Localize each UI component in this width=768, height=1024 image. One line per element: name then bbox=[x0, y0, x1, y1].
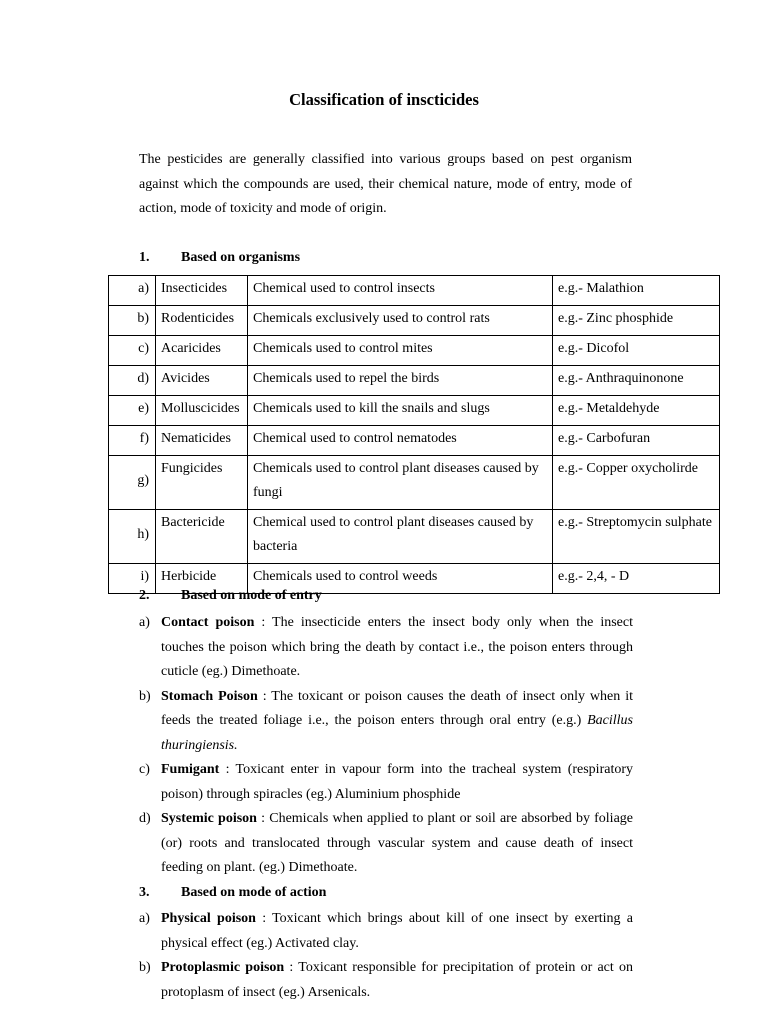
item-text: : The insecticide enters the insect body only when the insect touches the poison which bring the death by contact i.e., the poison enters through cuticle (eg.) Dimethoate. bbox=[161, 615, 633, 679]
row-description: Chemicals used to repel the birds bbox=[248, 366, 553, 396]
item-letter: b) bbox=[139, 960, 151, 975]
section-title: Based on organisms bbox=[181, 250, 301, 265]
row-letter: g) bbox=[109, 456, 156, 510]
item-italic-text: Bacillus thuringiensis. bbox=[161, 713, 633, 753]
list-item bbox=[139, 611, 633, 685]
row-example: e.g.- Streptomycin sulphate bbox=[553, 510, 720, 564]
row-letter: a) bbox=[109, 276, 156, 306]
row-name: Herbicide bbox=[156, 564, 248, 594]
item-text: : Toxicant enter in vapour form into the tracheal system (respiratory poison) through spiracles (eg.) Aluminium phosphide bbox=[161, 762, 633, 802]
item-letter: a) bbox=[139, 911, 150, 926]
list-item bbox=[139, 685, 633, 759]
table-row bbox=[109, 396, 720, 426]
mode-of-action-list bbox=[139, 907, 633, 1005]
row-letter: i) bbox=[109, 564, 156, 594]
table-row bbox=[109, 276, 720, 306]
row-example: e.g.- Copper oxycholirde bbox=[553, 456, 720, 510]
row-example: e.g.- Carbofuran bbox=[553, 426, 720, 456]
section-number: 2. bbox=[139, 588, 150, 603]
section-number: 1. bbox=[139, 250, 150, 265]
row-name: Fungicides bbox=[156, 456, 248, 510]
mode-of-entry-list bbox=[139, 611, 633, 881]
table-row bbox=[109, 510, 720, 564]
row-letter: e) bbox=[109, 396, 156, 426]
row-description: Chemicals used to kill the snails and slugs bbox=[248, 396, 553, 426]
item-text: : The toxicant or poison causes the death of insect only when it feeds the treated foliage i.e., the poison enters through oral entry (e.g.) bbox=[161, 688, 633, 728]
item-text: : Toxicant responsible for precipitation of protein or act on protoplasm of insect (eg.) Arsenicals. bbox=[161, 960, 633, 1000]
row-name: Molluscicides bbox=[156, 396, 248, 426]
row-example: e.g.- Malathion bbox=[553, 276, 720, 306]
row-example: e.g.- Dicofol bbox=[553, 336, 720, 366]
item-term: Fumigant bbox=[161, 762, 220, 777]
row-name: Nematicides bbox=[156, 426, 248, 456]
row-description: Chemical used to control nematodes bbox=[248, 426, 553, 456]
item-term: Protoplasmic poison bbox=[161, 960, 285, 975]
list-item bbox=[139, 807, 633, 881]
section-number: 3. bbox=[139, 885, 150, 900]
row-example: e.g.- Anthraquinonone bbox=[553, 366, 720, 396]
section-heading-organisms bbox=[139, 250, 300, 266]
row-description: Chemicals used to control weeds bbox=[248, 564, 553, 594]
item-term: Physical poison bbox=[161, 911, 256, 926]
row-example: e.g.- 2,4, - D bbox=[553, 564, 720, 594]
row-letter: b) bbox=[109, 306, 156, 336]
table-row bbox=[109, 366, 720, 396]
item-text: : Chemicals when applied to plant or soil are absorbed by foliage (or) roots and translocated through vascular system and cause death of insect feeding on plant. (eg.) Dimethoate. bbox=[161, 811, 633, 875]
list-item bbox=[139, 956, 633, 1005]
intro-paragraph: The pesticides are generally classified into various groups based on pest organism against which the compounds are used, their chemical nature, mode of entry, mode of action, mode of toxicity and mode of origin. bbox=[139, 152, 632, 216]
row-name: Rodenticides bbox=[156, 306, 248, 336]
page-title: Classification of inscticides bbox=[289, 90, 479, 109]
section-title: Based on mode of action bbox=[181, 885, 327, 900]
section-heading-mode-of-entry bbox=[139, 588, 322, 604]
table-row bbox=[109, 306, 720, 336]
list-item bbox=[139, 758, 633, 807]
item-term: Stomach Poison bbox=[161, 688, 258, 704]
section-title: Based on mode of entry bbox=[181, 588, 322, 603]
row-name: Insecticides bbox=[156, 276, 248, 306]
item-letter: b) bbox=[139, 688, 151, 704]
row-example: e.g.- Metaldehyde bbox=[553, 396, 720, 426]
item-letter: a) bbox=[139, 615, 150, 630]
item-text: : Toxicant which brings about kill of one insect by exerting a physical effect (eg.) Activated clay. bbox=[161, 911, 633, 951]
row-example: e.g.- Zinc phosphide bbox=[553, 306, 720, 336]
table-row bbox=[109, 456, 720, 510]
row-letter: d) bbox=[109, 366, 156, 396]
row-description: Chemicals used to control mites bbox=[248, 336, 553, 366]
row-letter: f) bbox=[109, 426, 156, 456]
row-name: Acaricides bbox=[156, 336, 248, 366]
row-description: Chemicals exclusively used to control rats bbox=[248, 306, 553, 336]
row-description: Chemicals used to control plant diseases caused by fungi bbox=[248, 456, 553, 510]
item-term: Contact poison bbox=[161, 615, 255, 630]
item-letter: c) bbox=[139, 762, 150, 777]
row-letter: h) bbox=[109, 510, 156, 564]
row-description: Chemical used to control insects bbox=[248, 276, 553, 306]
item-term: Systemic poison bbox=[161, 811, 257, 826]
row-letter: c) bbox=[109, 336, 156, 366]
row-name: Avicides bbox=[156, 366, 248, 396]
table-row bbox=[109, 336, 720, 366]
item-letter: d) bbox=[139, 811, 151, 826]
row-name: Bactericide bbox=[156, 510, 248, 564]
row-description: Chemical used to control plant diseases caused by bacteria bbox=[248, 510, 553, 564]
organisms-table bbox=[108, 275, 720, 594]
table-row bbox=[109, 426, 720, 456]
list-item bbox=[139, 907, 633, 956]
section-heading-mode-of-action bbox=[139, 885, 326, 901]
